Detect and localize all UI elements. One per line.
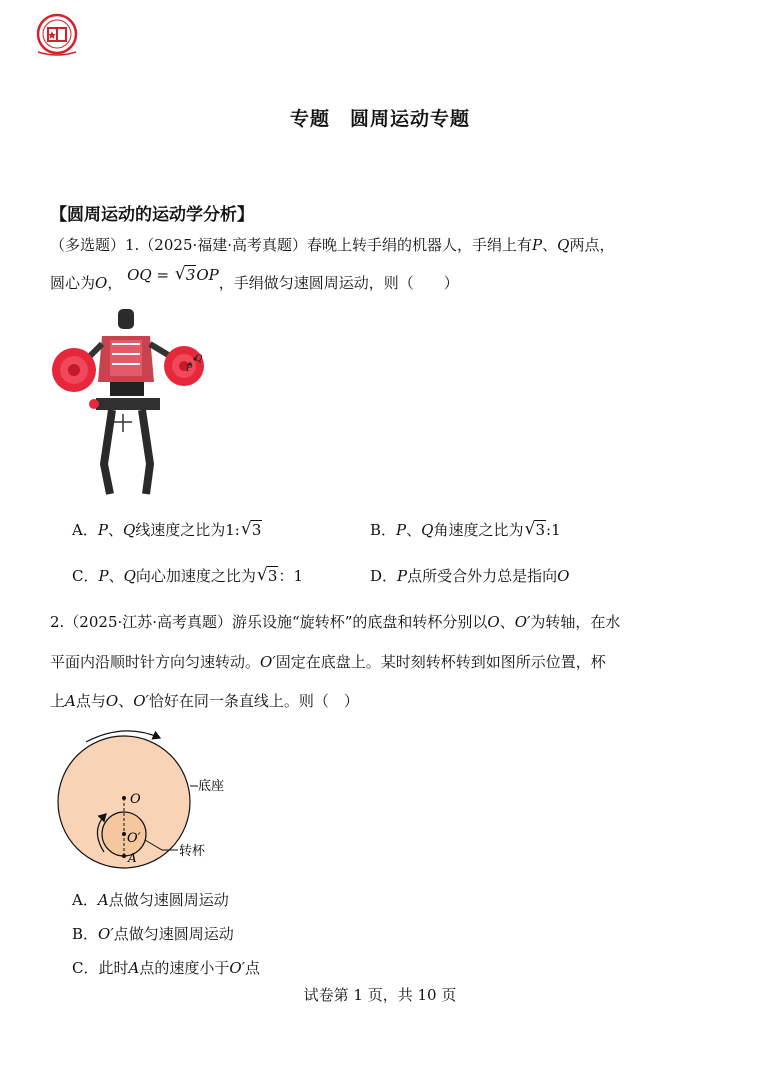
var-p: P bbox=[97, 521, 108, 539]
sqrt-symbol: √ 3 bbox=[256, 565, 278, 585]
var-o: O bbox=[487, 613, 500, 631]
separator: 、 bbox=[542, 236, 558, 254]
figure-label-p: P bbox=[186, 364, 193, 374]
figure-label-a: A bbox=[128, 851, 137, 865]
option-label: B． bbox=[72, 925, 99, 943]
formula-oq bbox=[127, 266, 219, 284]
section-heading: 【圆周运动的运动学分析】 bbox=[50, 205, 254, 225]
q2-option-b[interactable] bbox=[72, 923, 234, 944]
sqrt-symbol: √ 3 bbox=[240, 519, 262, 539]
option-label: A． bbox=[72, 521, 98, 539]
var-a: A bbox=[128, 959, 140, 977]
option-text: 点 bbox=[245, 959, 261, 977]
q2-stem-text: 2.（2025·江苏·高考真题）游乐设施“旋转杯”的底盘和转杯分别以 bbox=[50, 613, 488, 631]
var-a: A bbox=[65, 692, 76, 710]
figure-label-cup: 转杯 bbox=[179, 844, 206, 859]
sqrt-symbol: √ 3 bbox=[524, 519, 546, 539]
var-a: A bbox=[97, 891, 109, 909]
option-text: 向心加速度之比为 bbox=[135, 567, 256, 585]
q1-line2 bbox=[50, 264, 459, 293]
sqrt-radicand: 3 bbox=[185, 266, 196, 284]
separator: ， bbox=[107, 274, 123, 292]
sqrt-radicand: 3 bbox=[535, 521, 546, 539]
q1-robot-figure bbox=[50, 304, 210, 499]
var-p: P bbox=[397, 567, 408, 585]
q1-stem-text: 两点， bbox=[569, 236, 615, 254]
option-label: D． bbox=[370, 567, 398, 585]
q2-stem-text: 为转轴，在水 bbox=[530, 613, 621, 631]
option-label: A． bbox=[72, 891, 98, 909]
formula-rhs: OP bbox=[196, 266, 219, 284]
separator: 、 bbox=[108, 567, 124, 585]
sqrt-radicand: 3 bbox=[251, 521, 262, 539]
q2-rotating-cup-figure bbox=[50, 724, 250, 870]
var-o-prime: O′ bbox=[98, 925, 114, 943]
q1-option-d[interactable] bbox=[370, 565, 569, 586]
var-o: O bbox=[557, 567, 570, 585]
option-label: B． bbox=[370, 521, 397, 539]
q1-line1 bbox=[50, 234, 614, 255]
q1-option-b[interactable] bbox=[370, 519, 561, 540]
option-text: 点做匀速圆周运动 bbox=[108, 891, 229, 909]
separator: 、 bbox=[118, 692, 134, 710]
q1-stem-text: ，手绢做匀速圆周运动，则（ ） bbox=[218, 274, 459, 292]
figure-label-o: O bbox=[130, 792, 141, 807]
page-title: 专题 圆周运动专题 bbox=[289, 108, 470, 130]
option-label: C．此时 bbox=[72, 959, 129, 977]
q2-line1 bbox=[50, 611, 620, 632]
sqrt-radicand: 3 bbox=[267, 567, 278, 585]
option-text: 点做匀速圆周运动 bbox=[113, 925, 234, 943]
separator: 、 bbox=[406, 521, 422, 539]
var-o: O bbox=[105, 692, 119, 710]
var-o-prime: O′ bbox=[260, 653, 276, 671]
q2-stem-text: 点与 bbox=[75, 692, 106, 710]
option-text: :1 bbox=[546, 521, 561, 539]
option-text: 线速度之比为1: bbox=[135, 521, 240, 539]
var-o-prime: O′ bbox=[514, 613, 531, 631]
var-p: P bbox=[396, 521, 407, 539]
option-text: ：1 bbox=[278, 567, 304, 585]
q1-option-a[interactable] bbox=[72, 519, 262, 540]
q2-line3 bbox=[50, 690, 359, 711]
var-q: Q bbox=[123, 567, 136, 585]
figure-label-q: Q bbox=[195, 354, 203, 364]
separator: 、 bbox=[107, 521, 123, 539]
var-q: Q bbox=[421, 521, 434, 539]
q1-option-c[interactable] bbox=[72, 565, 303, 586]
q2-stem-text: 固定在底盘上。某时刻转杯转到如图所示位置，杯 bbox=[275, 653, 606, 671]
q1-stem-text: （多选题）1.（2025·福建·高考真题）春晚上转手绢的机器人，手绢上有 bbox=[50, 236, 533, 254]
page-footer: 试卷第 1 页，共 10 页 bbox=[303, 986, 457, 1004]
q2-stem-text: 恰好在同一条直线上。则（ ） bbox=[148, 692, 359, 710]
q1-stem-text: 圆心为 bbox=[50, 274, 96, 292]
q2-line2 bbox=[50, 651, 606, 672]
option-text: 角速度之比为 bbox=[433, 521, 524, 539]
q2-option-a[interactable] bbox=[72, 889, 229, 910]
school-logo bbox=[32, 12, 82, 58]
sqrt-symbol: √ 3 bbox=[174, 264, 196, 284]
var-p: P bbox=[532, 236, 543, 254]
var-o: O bbox=[95, 274, 108, 292]
var-o-prime: O′ bbox=[133, 692, 149, 710]
option-label: C． bbox=[72, 567, 99, 585]
figure-label-o-prime: O′ bbox=[127, 831, 141, 846]
var-q: Q bbox=[122, 521, 136, 539]
separator: 、 bbox=[499, 613, 515, 631]
var-o-prime: O′ bbox=[229, 959, 246, 977]
var-q: Q bbox=[557, 236, 570, 254]
q2-stem-text: 平面内沿顺时针方向匀速转动。 bbox=[50, 653, 261, 671]
formula-lhs: OQ = bbox=[127, 266, 174, 284]
q2-option-c[interactable] bbox=[72, 957, 260, 978]
option-text: 点所受合外力总是指向 bbox=[407, 567, 558, 585]
option-text: 点的速度小于 bbox=[139, 959, 230, 977]
q2-stem-text: 上 bbox=[50, 692, 66, 710]
var-p: P bbox=[98, 567, 109, 585]
figure-label-base: 底座 bbox=[198, 779, 225, 794]
